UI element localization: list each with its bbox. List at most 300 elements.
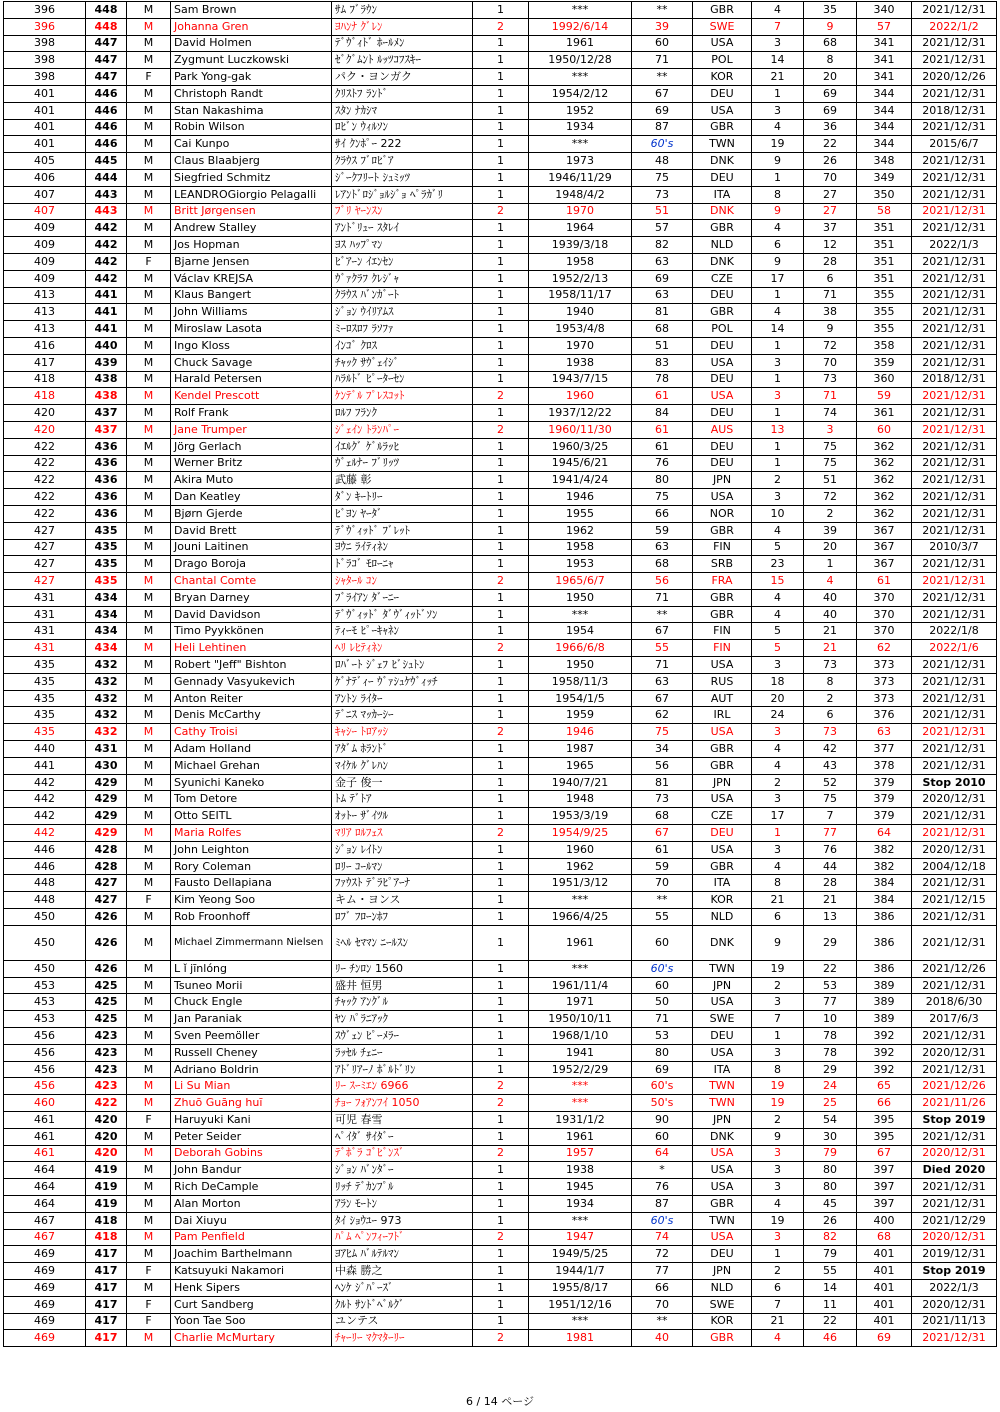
last-update-cell: 2021/12/31 [912,657,997,674]
category-rank-cell: 401 [857,1263,912,1280]
birth-date-cell: 1968/1/10 [529,1028,632,1045]
rank-cell: 461 [4,1145,86,1162]
gender-code-cell: 1 [473,1011,529,1028]
gender-code-cell: 1 [473,1128,529,1145]
category-rank-cell: 386 [857,909,912,926]
rank-cell: 422 [4,472,86,489]
kana-name-cell: ｼﾞｮﾝ ﾚｲﾄﾝ [332,841,473,858]
category-rank-cell: 397 [857,1162,912,1179]
rank-cell: 416 [4,337,86,354]
sex-cell: M [127,337,171,354]
country-code-cell: 17 [752,270,804,287]
name-cell: Johanna Gren [171,18,332,35]
sex-cell: M [127,724,171,741]
gender-code-cell: 1 [473,1162,529,1179]
birth-date-cell: 1944/1/7 [529,1263,632,1280]
rank-cell: 435 [4,657,86,674]
category-rank-cell: 401 [857,1313,912,1330]
last-update-cell: 2021/12/31 [912,220,997,237]
points-cell: 447 [86,52,127,69]
rank-cell: 464 [4,1162,86,1179]
gender-code-cell: 1 [473,1028,529,1045]
table-row [4,1246,997,1263]
table-row [4,2,997,19]
age-cell: 56 [632,573,693,590]
points-cell: 447 [86,69,127,86]
kana-name-cell: ﾃｨｰﾓ ﾋﾟｰｷｬﾈﾝ [332,623,473,640]
age-cell: 87 [632,1195,693,1212]
table-row [4,690,997,707]
table-row [4,253,997,270]
birth-date-cell: 1950/10/11 [529,1011,632,1028]
sex-cell: F [127,1296,171,1313]
table-row [4,371,997,388]
points-cell: 442 [86,253,127,270]
birth-date-cell: *** [529,136,632,153]
name-cell: David Holmen [171,35,332,52]
kana-name-cell: ﾊﾟﾑ ﾍﾟﾝﾌｨｰﾌﾄﾞ [332,1229,473,1246]
sex-cell: F [127,69,171,86]
points-cell: 432 [86,707,127,724]
last-update-cell: 2021/12/31 [912,203,997,220]
name-cell: Alan Morton [171,1195,332,1212]
gender-code-cell: 1 [473,270,529,287]
sex-cell: M [127,1028,171,1045]
category-rank-cell: 65 [857,1078,912,1095]
name-cell: Rory Coleman [171,858,332,875]
kana-name-cell: ﾛﾋﾞﾝ ｳｨﾙｿﾝ [332,119,473,136]
country-rank-cell: 8 [804,52,857,69]
kana-name-cell: ﾖｳﾆ ﾗｲﾃｨﾈﾝ [332,539,473,556]
points-cell: 446 [86,136,127,153]
table-row [4,1296,997,1313]
name-cell: LEANDROGiorgio Pelagalli [171,186,332,203]
points-cell: 441 [86,304,127,321]
last-update-cell: 2021/12/31 [912,808,997,825]
category-rank-cell: 63 [857,724,912,741]
category-rank-cell: 384 [857,875,912,892]
rank-cell: 409 [4,220,86,237]
gender-code-cell: 1 [473,1263,529,1280]
gender-code-cell: 1 [473,35,529,52]
name-cell: Katsuyuki Nakamori [171,1263,332,1280]
country-code-cell: 23 [752,556,804,573]
country-rank-cell: 75 [804,791,857,808]
kana-name-cell: ﾌﾞﾗｲｱﾝ ﾀﾞｰﾆｰ [332,589,473,606]
gender-code-cell: 1 [473,119,529,136]
country-rank-cell: 24 [804,1078,857,1095]
rank-cell: 442 [4,791,86,808]
birth-date-cell: 1970 [529,203,632,220]
last-update-cell: 2021/12/31 [912,2,997,19]
points-cell: 436 [86,438,127,455]
country-cell: GBR [693,220,752,237]
kana-name-cell: ﾔﾝ ﾊﾟﾗﾆｱｯｸ [332,1011,473,1028]
age-cell: 76 [632,1179,693,1196]
points-cell: 432 [86,657,127,674]
birth-date-cell: 1946 [529,724,632,741]
age-cell: 55 [632,640,693,657]
kana-name-cell: ﾏﾘｱ ﾛﾙﾌｪｽ [332,825,473,842]
rank-cell: 435 [4,707,86,724]
country-code-cell: 7 [752,18,804,35]
name-cell: Sam Brown [171,2,332,19]
name-cell: Chantal Comte [171,573,332,590]
points-cell: 429 [86,774,127,791]
country-code-cell: 20 [752,690,804,707]
sex-cell: M [127,1330,171,1347]
country-cell: JPN [693,472,752,489]
rank-cell: 456 [4,1044,86,1061]
rank-cell: 406 [4,169,86,186]
sex-cell: M [127,556,171,573]
birth-date-cell: 1954 [529,623,632,640]
kana-name-cell: ｼﾞｮﾝ ｳｲﾘｱﾑｽ [332,304,473,321]
gender-code-cell: 1 [473,220,529,237]
kana-name-cell: ｱﾝﾄﾝ ﾗｲﾀｰ [332,690,473,707]
country-cell: JPN [693,774,752,791]
rank-cell: 431 [4,640,86,657]
points-cell: 441 [86,287,127,304]
country-code-cell: 4 [752,220,804,237]
name-cell: Akira Muto [171,472,332,489]
points-cell: 420 [86,1145,127,1162]
points-cell: 432 [86,673,127,690]
category-rank-cell: 384 [857,892,912,909]
age-cell: 63 [632,253,693,270]
points-cell: 448 [86,18,127,35]
country-code-cell: 4 [752,741,804,758]
category-rank-cell: 373 [857,690,912,707]
country-code-cell: 3 [752,841,804,858]
sex-cell: M [127,405,171,422]
table-row [4,405,997,422]
age-cell: 60's [632,136,693,153]
age-cell: ** [632,2,693,19]
name-cell: Joachim Barthelmann [171,1246,332,1263]
country-rank-cell: 72 [804,337,857,354]
last-update-cell: 2020/12/31 [912,1044,997,1061]
country-code-cell: 21 [752,892,804,909]
points-cell: 435 [86,522,127,539]
country-rank-cell: 4 [804,573,857,590]
rank-cell: 450 [4,925,86,960]
category-rank-cell: 378 [857,757,912,774]
points-cell: 429 [86,791,127,808]
table-row [4,354,997,371]
category-rank-cell: 389 [857,1011,912,1028]
table-row [4,489,997,506]
kana-name-cell: ｻｲ ｸﾝﾎﾟｰ 222 [332,136,473,153]
name-cell: David Brett [171,522,332,539]
category-rank-cell: 341 [857,52,912,69]
table-row [4,741,997,758]
country-code-cell: 3 [752,35,804,52]
birth-date-cell: 1959 [529,707,632,724]
category-rank-cell: 376 [857,707,912,724]
last-update-cell: 2021/12/31 [912,287,997,304]
kana-name-cell: 中森 勝之 [332,1263,473,1280]
age-cell: 66 [632,1279,693,1296]
table-row [4,1229,997,1246]
country-cell: ITA [693,875,752,892]
name-cell: Werner Britz [171,455,332,472]
country-cell: USA [693,1145,752,1162]
name-cell: Bjarne Jensen [171,253,332,270]
country-code-cell: 4 [752,304,804,321]
name-cell: Li Su Mian [171,1078,332,1095]
kana-name-cell: ﾍﾟｲﾀﾞ ｻｲﾀﾞｰ [332,1128,473,1145]
sex-cell: M [127,994,171,1011]
last-update-cell: Stop 2010 [912,774,997,791]
kana-name-cell: ﾃﾞｳﾞｨﾄﾞ ﾎｰﾙﾒﾝ [332,35,473,52]
kana-name-cell: ﾃﾞｳﾞｨｯﾄﾞ ﾌﾞﾚｯﾄ [332,522,473,539]
country-cell: JPN [693,1112,752,1129]
last-update-cell: 2022/1/8 [912,623,997,640]
rank-cell: 442 [4,825,86,842]
country-rank-cell: 53 [804,977,857,994]
points-cell: 429 [86,825,127,842]
category-rank-cell: 367 [857,522,912,539]
gender-code-cell: 1 [473,102,529,119]
sex-cell: M [127,1279,171,1296]
birth-date-cell: 1953 [529,556,632,573]
category-rank-cell: 344 [857,85,912,102]
gender-code-cell: 1 [473,505,529,522]
age-cell: 60's [632,1212,693,1229]
country-code-cell: 4 [752,119,804,136]
name-cell: Timo Pyykkönen [171,623,332,640]
kana-name-cell: ﾘｰ ｽｰﾐｴﾝ 6966 [332,1078,473,1095]
name-cell: Bryan Darney [171,589,332,606]
country-code-cell: 3 [752,489,804,506]
points-cell: 435 [86,573,127,590]
sex-cell: M [127,1212,171,1229]
points-cell: 427 [86,892,127,909]
age-cell: 70 [632,1296,693,1313]
gender-code-cell: 1 [473,909,529,926]
country-cell: FIN [693,640,752,657]
category-rank-cell: 62 [857,640,912,657]
gender-code-cell: 2 [473,1145,529,1162]
country-code-cell: 19 [752,1212,804,1229]
country-cell: USA [693,1179,752,1196]
birth-date-cell: *** [529,1212,632,1229]
points-cell: 445 [86,153,127,170]
last-update-cell: 2020/12/31 [912,1145,997,1162]
country-code-cell: 1 [752,1028,804,1045]
table-row [4,825,997,842]
category-rank-cell: 344 [857,119,912,136]
kana-name-cell: ﾘｰ ﾁﾝﾛﾝ 1560 [332,960,473,977]
age-cell: 68 [632,808,693,825]
table-row [4,52,997,69]
country-code-cell: 3 [752,1044,804,1061]
table-row [4,640,997,657]
points-cell: 444 [86,169,127,186]
country-rank-cell: 73 [804,657,857,674]
gender-code-cell: 1 [473,69,529,86]
sex-cell: M [127,287,171,304]
last-update-cell: 2021/12/31 [912,52,997,69]
rank-cell: 435 [4,673,86,690]
country-cell: DEU [693,1028,752,1045]
kana-name-cell: ﾛﾌﾞ ﾌﾛｰﾝﾎﾌ [332,909,473,926]
last-update-cell: 2021/12/31 [912,977,997,994]
country-rank-cell: 12 [804,237,857,254]
country-cell: USA [693,354,752,371]
country-code-cell: 3 [752,102,804,119]
gender-code-cell: 2 [473,640,529,657]
country-rank-cell: 76 [804,841,857,858]
sex-cell: M [127,2,171,19]
country-rank-cell: 40 [804,589,857,606]
last-update-cell: 2022/1/3 [912,237,997,254]
age-cell: 61 [632,388,693,405]
sex-cell: M [127,640,171,657]
rank-cell: 461 [4,1112,86,1129]
rank-cell: 396 [4,2,86,19]
points-cell: 423 [86,1061,127,1078]
table-row [4,1279,997,1296]
country-code-cell: 3 [752,388,804,405]
sex-cell: M [127,18,171,35]
age-cell: ** [632,1313,693,1330]
points-cell: 434 [86,606,127,623]
last-update-cell: 2021/12/31 [912,321,997,338]
kana-name-cell: ｳﾞｧｸﾗﾌ ｸﾚｼﾞｬ [332,270,473,287]
sex-cell: M [127,589,171,606]
rank-cell: 467 [4,1229,86,1246]
birth-date-cell: 1938 [529,1162,632,1179]
category-rank-cell: 379 [857,808,912,825]
country-rank-cell: 10 [804,1011,857,1028]
age-cell: 51 [632,203,693,220]
age-cell: ** [632,606,693,623]
points-cell: 417 [86,1246,127,1263]
table-row [4,304,997,321]
points-cell: 432 [86,724,127,741]
age-cell: 90 [632,1112,693,1129]
sex-cell: M [127,707,171,724]
gender-code-cell: 1 [473,673,529,690]
gender-code-cell: 2 [473,18,529,35]
name-cell: L ǐ jīnlóng [171,960,332,977]
last-update-cell: 2021/12/31 [912,1028,997,1045]
name-cell: Andrew Stalley [171,220,332,237]
table-row [4,136,997,153]
gender-code-cell: 1 [473,237,529,254]
points-cell: 425 [86,977,127,994]
country-rank-cell: 11 [804,1296,857,1313]
kana-name-cell: 可児 春雪 [332,1112,473,1129]
age-cell: 71 [632,589,693,606]
age-cell: 71 [632,1011,693,1028]
country-code-cell: 7 [752,1011,804,1028]
kana-name-cell: ﾁｬｰﾘｰ ﾏｸﾏﾀｰﾘｰ [332,1330,473,1347]
country-cell: DEU [693,455,752,472]
sex-cell: M [127,1044,171,1061]
gender-code-cell: 1 [473,52,529,69]
kana-name-cell: ﾍﾘ ﾚﾋﾃｨﾈﾝ [332,640,473,657]
category-rank-cell: 395 [857,1112,912,1129]
country-code-cell: 19 [752,1078,804,1095]
birth-date-cell: 1954/9/25 [529,825,632,842]
rank-cell: 453 [4,977,86,994]
rank-cell: 431 [4,606,86,623]
kana-name-cell: ｵｯﾄｰ ｻﾞｲﾂﾙ [332,808,473,825]
last-update-cell: 2019/12/31 [912,1246,997,1263]
kana-name-cell: ｸﾙﾄ ｻﾝﾄﾞﾍﾞﾙｸﾞ [332,1296,473,1313]
country-rank-cell: 79 [804,1246,857,1263]
table-row [4,388,997,405]
country-code-cell: 4 [752,589,804,606]
country-code-cell: 14 [752,52,804,69]
sex-cell: M [127,1145,171,1162]
table-row [4,573,997,590]
rank-cell: 446 [4,858,86,875]
gender-code-cell: 2 [473,388,529,405]
name-cell: Robin Wilson [171,119,332,136]
age-cell: 75 [632,169,693,186]
category-rank-cell: 400 [857,1212,912,1229]
country-code-cell: 3 [752,1162,804,1179]
birth-date-cell: 1958 [529,539,632,556]
birth-date-cell: 1954/1/5 [529,690,632,707]
age-cell: 73 [632,186,693,203]
country-code-cell: 13 [752,421,804,438]
country-code-cell: 3 [752,1179,804,1196]
table-row [4,623,997,640]
gender-code-cell: 1 [473,1179,529,1196]
category-rank-cell: 361 [857,405,912,422]
country-code-cell: 2 [752,1112,804,1129]
gender-code-cell: 1 [473,304,529,321]
last-update-cell: 2021/12/31 [912,153,997,170]
sex-cell: M [127,102,171,119]
rank-cell: 398 [4,35,86,52]
points-cell: 426 [86,909,127,926]
country-cell: GBR [693,606,752,623]
kana-name-cell: ｼｬﾀｰﾙ ｺﾝ [332,573,473,590]
sex-cell: M [127,421,171,438]
country-cell: DNK [693,1128,752,1145]
birth-date-cell: 1964 [529,220,632,237]
gender-code-cell: 1 [473,405,529,422]
table-row [4,892,997,909]
table-row [4,1061,997,1078]
country-cell: USA [693,489,752,506]
last-update-cell: 2021/12/31 [912,186,997,203]
category-rank-cell: 382 [857,858,912,875]
country-cell: GBR [693,589,752,606]
country-rank-cell: 22 [804,1313,857,1330]
rank-cell: 407 [4,186,86,203]
points-cell: 419 [86,1162,127,1179]
country-cell: NLD [693,909,752,926]
country-rank-cell: 22 [804,960,857,977]
age-cell: 50 [632,994,693,1011]
country-rank-cell: 71 [804,287,857,304]
kana-name-cell: ｱﾝﾄﾞﾘｭｰ ｽﾀﾚｲ [332,220,473,237]
sex-cell: M [127,220,171,237]
birth-date-cell: 1961 [529,925,632,960]
country-code-cell: 2 [752,774,804,791]
gender-code-cell: 1 [473,337,529,354]
country-code-cell: 17 [752,808,804,825]
country-rank-cell: 1 [804,556,857,573]
sex-cell: M [127,690,171,707]
